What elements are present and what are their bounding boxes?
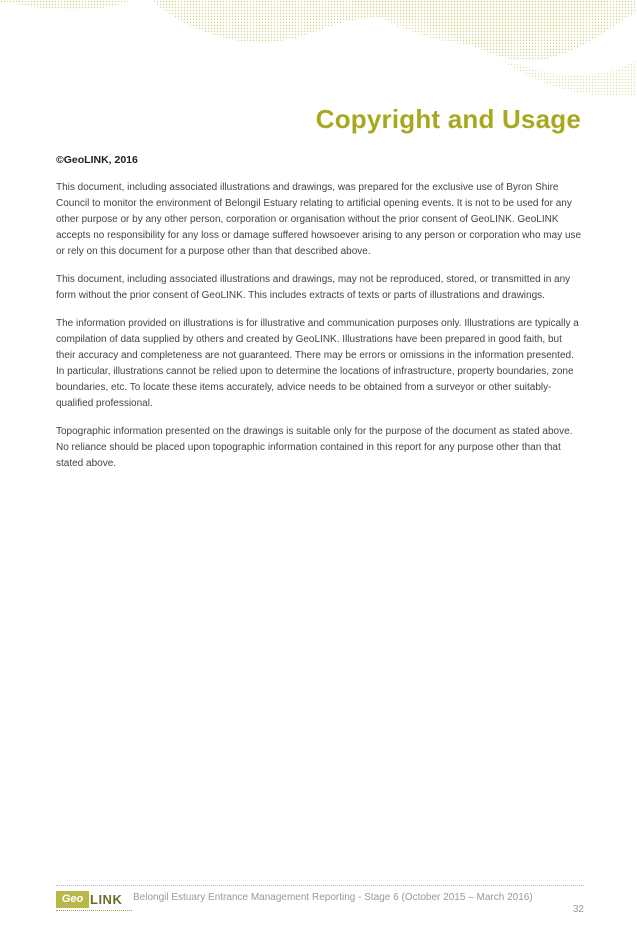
paragraph-2: This document, including associated illustrations and drawings, may not be reproduced, stored, or transmitted in any form without the prior consent of GeoLINK. This includes extracts of texts or parts of illustrations and drawings.	[56, 274, 571, 301]
logo-tagline-rule	[56, 910, 132, 914]
logo-box: Geo	[56, 891, 89, 908]
document-body	[56, 154, 584, 484]
page-footer	[56, 885, 584, 925]
footer-divider	[56, 885, 584, 886]
paragraph-3: The information provided on illustrations is for illustrative and communication purposes only. Illustrations are typically a compilation of data supplied by others and created by GeoLINK. Illustrations have been prepared in good faith, but their accuracy and completeness are not guaranteed. There may be errors or omissions in the information presented. In particular, illustrations cannot be relied upon to determine the locations of infrastructure, property boundaries, zone boundaries, etc. To locate these items accurately, advice needs to be obtained from a surveyor or other suitably-qualified professional.	[56, 318, 579, 409]
page-title: Copyright and Usage	[315, 104, 581, 134]
page-number: 32	[572, 904, 584, 915]
footer-report-title: Belongil Estuary Entrance Management Reporting - Stage 6 (October 2015 – March 2016)	[133, 892, 533, 903]
logo-text: LINK	[90, 892, 123, 907]
paragraph-1: This document, including associated illustrations and drawings, was prepared for the exclusive use of Byron Shire Council to monitor the environment of Belongil Estuary relating to artificial opening events. It is not to be used for any other purpose or by any other person, corporation or organisation without the prior consent of GeoLINK. GeoLINK accepts no responsibility for any loss or damage suffered howsoever arising to any person or corporation who may use or rely on this document for a purpose other than that described above.	[56, 182, 582, 257]
geolink-logo	[56, 891, 132, 919]
header-wave-decoration	[0, 0, 637, 105]
copyright-line: ©GeoLINK, 2016	[56, 154, 138, 166]
paragraph-4: Topographic information presented on the drawings is suitable only for the purpose of the document as stated above. No reliance should be placed upon topographic information contained in this report for any purpose other than that stated above.	[56, 426, 573, 469]
